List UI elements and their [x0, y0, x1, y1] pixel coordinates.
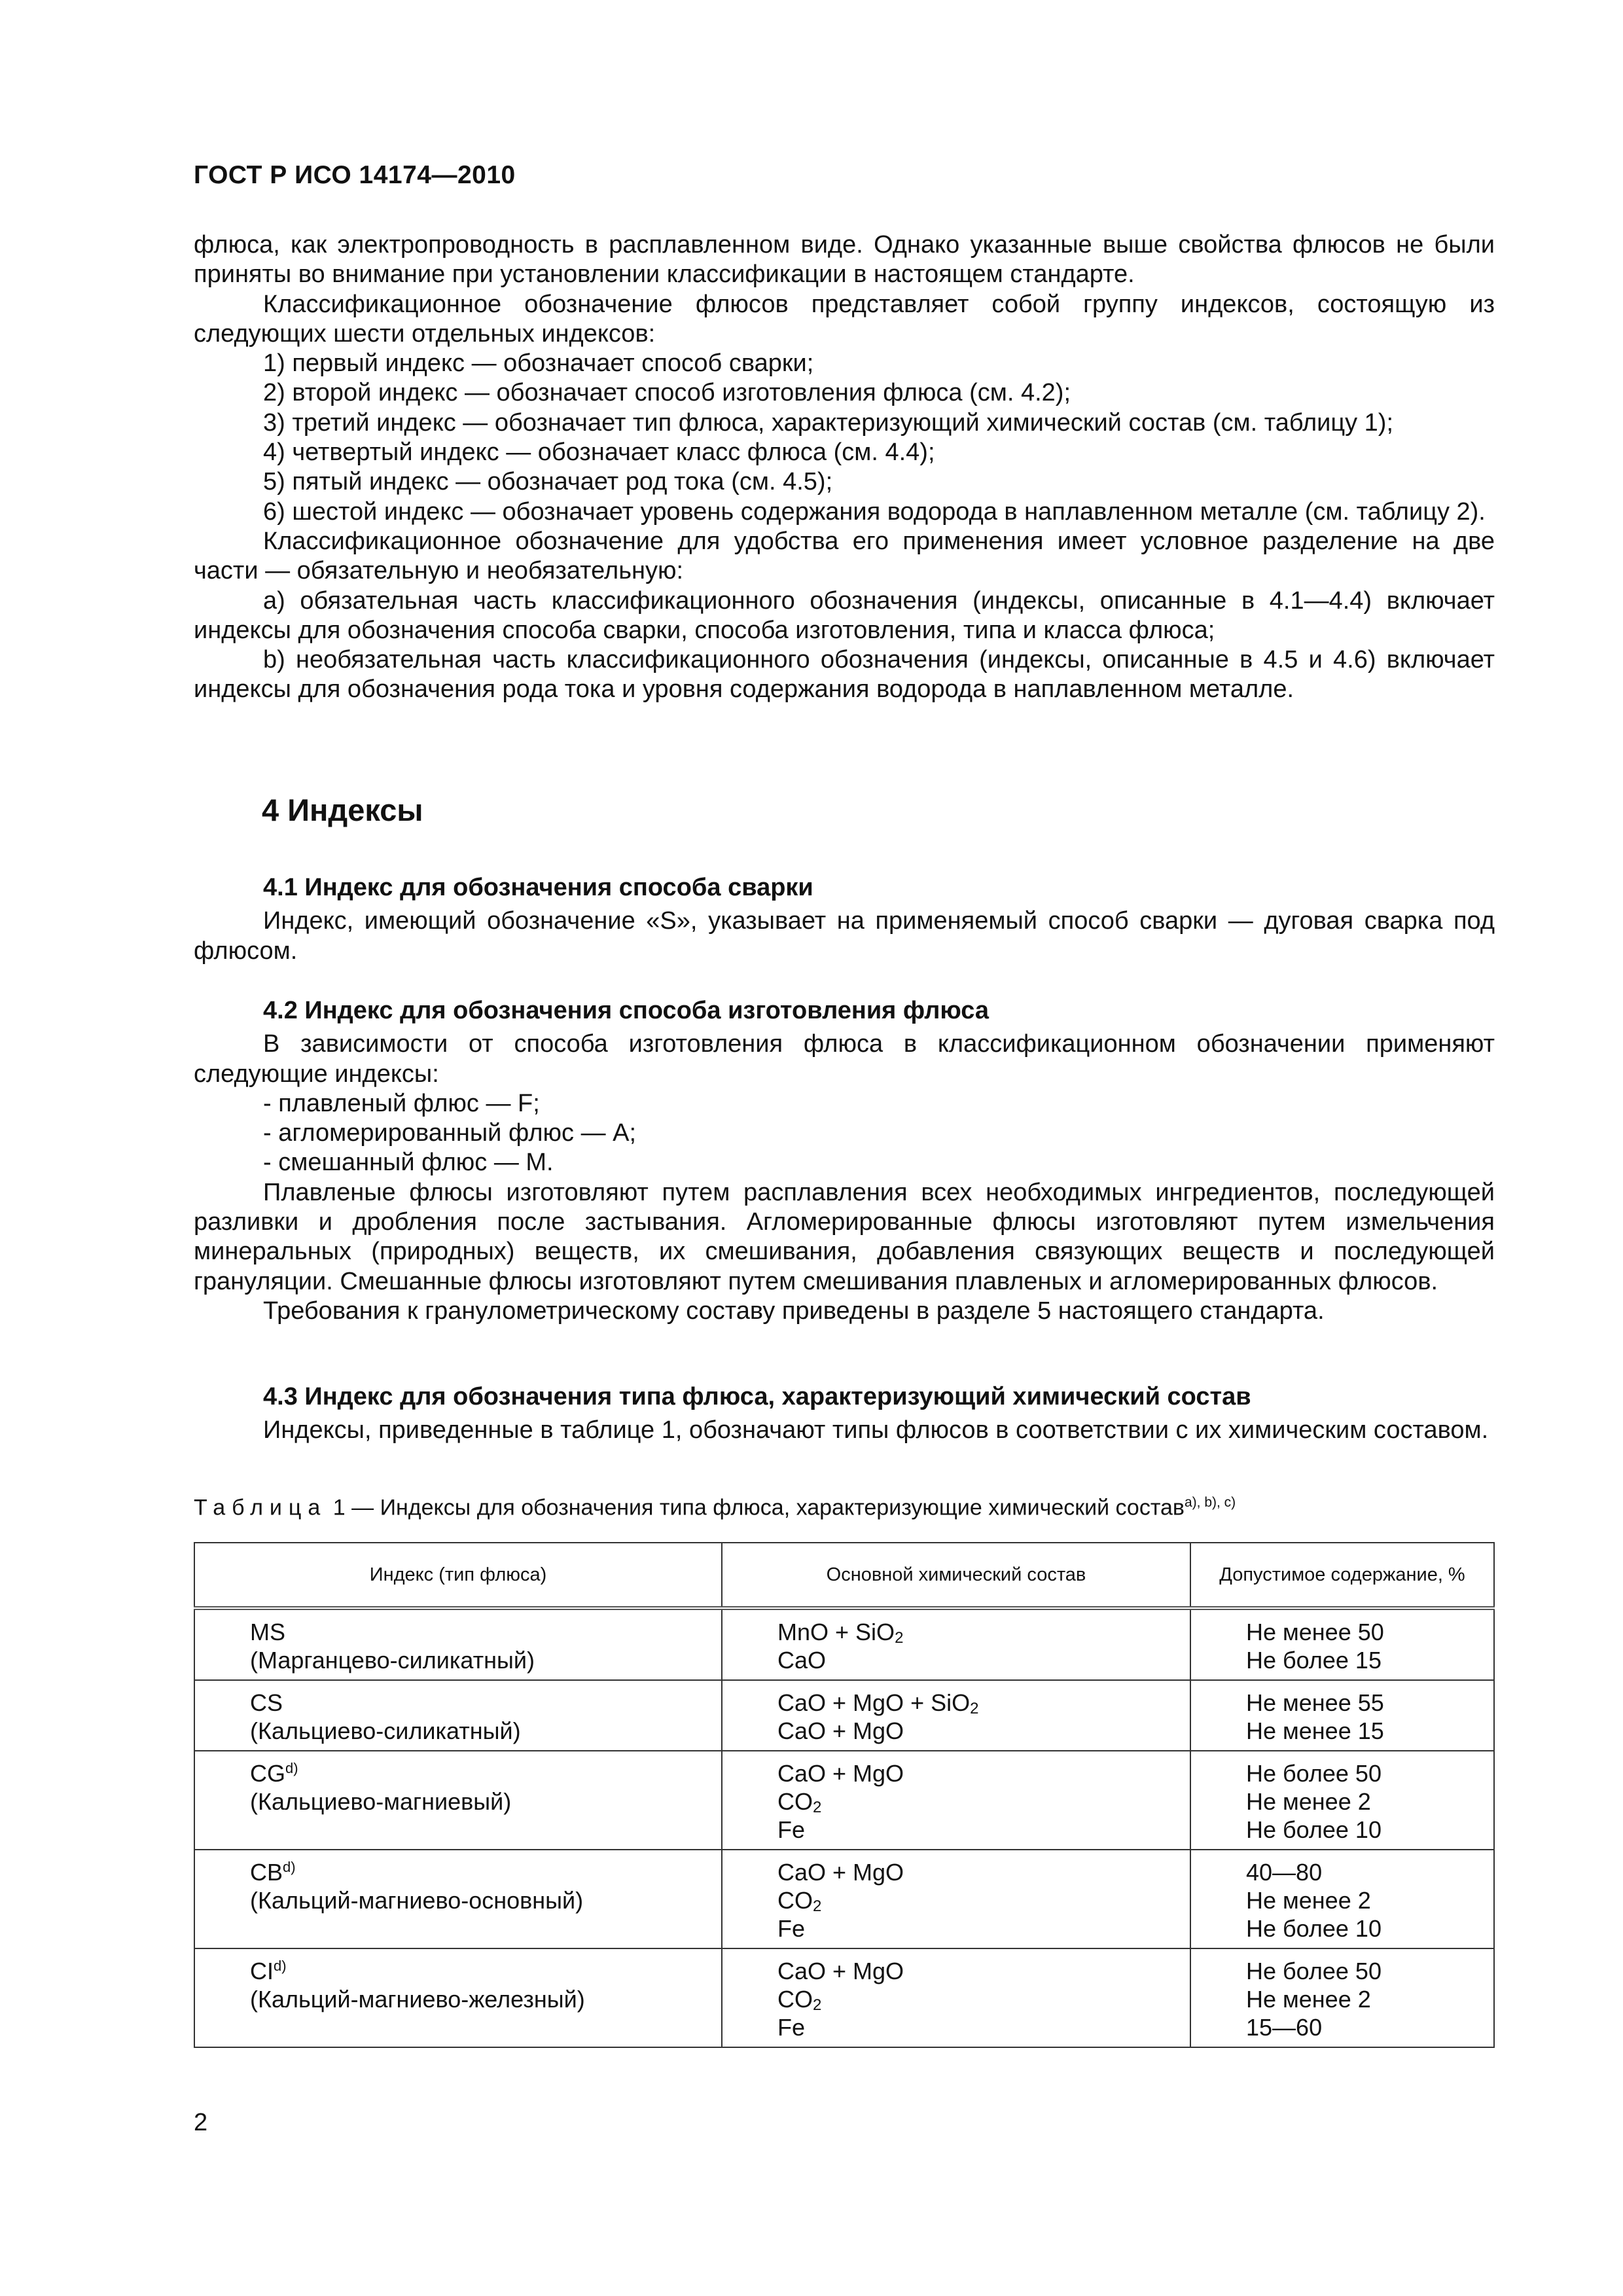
flux-code-text: CI	[250, 1958, 274, 1984]
flux-name: (Кальций-магниево-железный)	[250, 1986, 585, 2013]
table-header-row	[194, 1543, 1494, 1608]
list-item: - плавленый флюс — F;	[263, 1089, 540, 1117]
flux-index-cell	[194, 1680, 722, 1751]
table-row	[194, 1680, 1494, 1751]
composition-text: CO	[777, 1788, 813, 1815]
content-value: Не более 10	[1246, 1816, 1382, 1843]
flux-index-cell	[194, 1751, 722, 1850]
footnote-ref: d)	[285, 1760, 298, 1776]
table-row	[194, 1850, 1494, 1948]
content-value: Не более 10	[1246, 1915, 1382, 1942]
composition-line	[777, 1618, 1190, 1646]
composition-cell	[722, 1608, 1190, 1680]
composition-line	[777, 1985, 1190, 2013]
flux-index-cell	[194, 1850, 722, 1948]
table-row	[194, 1948, 1494, 2047]
content-value: 40—80	[1246, 1859, 1323, 1886]
composition-line	[777, 2013, 1190, 2041]
list-item: 2) второй индекс — обозначает способ изготовления флюса (см. 4.2);	[263, 379, 1071, 407]
column-header: Основной химический состав	[722, 1543, 1190, 1608]
composition-line	[777, 1886, 1190, 1914]
flux-code	[250, 1759, 721, 1787]
list-item: 5) пятый индекс — обозначает род тока (см. 4.5);	[263, 468, 833, 496]
list-item: 4) четвертый индекс — обозначает класс флюса (см. 4.4);	[263, 439, 935, 467]
paragraph: а) обязательная часть классификационного обозначения (индексы, описанные в 4.1—4.4) включает индексы для обозначения способа сварки, способа изготовления, типа и класса флюса;	[194, 586, 1495, 644]
list-item: 3) третий индекс — обозначает тип флюса, характеризующий химический состав (см. таблицу 1);	[263, 408, 1394, 437]
column-header: Допустимое содержание, %	[1190, 1543, 1494, 1608]
section-title: 4 Индексы	[262, 793, 423, 827]
paragraph: Требования к гранулометрическому составу приведены в разделе 5 настоящего стандарта.	[263, 1297, 1325, 1325]
subsection-4-3	[194, 1382, 1495, 1446]
content-value: Не более 15	[1246, 1647, 1382, 1674]
list-item: 6) шестой индекс — обозначает уровень содержания водорода в наплавленном металле (см. таблицу 2).	[263, 497, 1486, 526]
composition-text: CaO + MgO	[777, 1958, 904, 1984]
flux-name: (Кальциево-магниевый)	[250, 1788, 512, 1815]
caption-number: 1	[332, 1495, 346, 1520]
list-item: - агломерированный флюс — А;	[263, 1119, 637, 1147]
flux-code	[250, 1858, 721, 1886]
paragraph: Классификационное обозначение флюсов представляет собой группу индексов, состоящую из следующих шести отдельных индексов:	[194, 290, 1495, 348]
paragraph: b) необязательная часть классификационного обозначения (индексы, описанные в 4.5 и 4.6) включает индексы для обозначения рода тока и уровня содержания водорода в наплавленном металле.	[194, 646, 1495, 704]
paragraph: флюса, как электропроводность в расплавленном виде. Однако указанные выше свойства флюсов не были приняты во внимание при установлении классификации в настоящем стандарте.	[194, 231, 1495, 289]
caption-notes: a), b), c)	[1184, 1495, 1236, 1510]
table-row	[194, 1608, 1494, 1680]
content-value: Не более 50	[1246, 1760, 1382, 1787]
paragraph: Индекс, имеющий обозначение «S», указывает на применяемый способ сварки — дуговая сварка под флюсом.	[194, 907, 1495, 965]
flux-type-table	[194, 1542, 1495, 2048]
flux-code-text: CS	[250, 1689, 283, 1716]
footnote-ref: d)	[283, 1859, 296, 1875]
subscript: 2	[813, 1897, 822, 1915]
flux-name: (Кальциево-силикатный)	[250, 1717, 521, 1744]
composition-cell	[722, 1680, 1190, 1751]
flux-code	[250, 1618, 721, 1646]
content-cell	[1190, 1751, 1494, 1850]
composition-text: Fe	[777, 2014, 806, 2041]
flux-code-text: CG	[250, 1760, 285, 1787]
table-caption	[194, 1495, 1495, 1520]
table-row	[194, 1751, 1494, 1850]
subsection-4-2	[194, 996, 1495, 1326]
composition-line	[777, 1957, 1190, 1985]
content-value: Не менее 15	[1246, 1717, 1384, 1744]
composition-text: CO	[777, 1887, 813, 1914]
subsection-heading: 4.2 Индекс для обозначения способа изготовления флюса	[263, 997, 990, 1024]
flux-code-text: MS	[250, 1619, 285, 1645]
column-header: Индекс (тип флюса)	[194, 1543, 722, 1608]
caption-text: — Индексы для обозначения типа флюса, характеризующие химический состав	[351, 1495, 1185, 1520]
content-cell	[1190, 1948, 1494, 2047]
paragraph: Индексы, приведенные в таблице 1, обозначают типы флюсов в соответствии с их химическим составом.	[263, 1416, 1489, 1444]
content-value: Не более 50	[1246, 1958, 1382, 1984]
content-value: 15—60	[1246, 2014, 1323, 2041]
composition-text: Fe	[777, 1915, 806, 1942]
composition-line	[777, 1787, 1190, 1816]
paragraph: Классификационное обозначение для удобства его применения имеет условное разделение на две части — обязательную и необязательную:	[194, 527, 1495, 585]
subscript: 2	[813, 1996, 822, 2014]
flux-code	[250, 1689, 721, 1717]
content-value: Не менее 2	[1246, 1788, 1371, 1815]
composition-text: CaO + MgO	[777, 1717, 904, 1744]
composition-text: CaO + MgO + SiO	[777, 1689, 971, 1716]
flux-code-text: CB	[250, 1859, 283, 1886]
content-cell	[1190, 1850, 1494, 1948]
composition-text: Fe	[777, 1816, 806, 1843]
composition-cell	[722, 1850, 1190, 1948]
page-number: 2	[194, 2109, 208, 2136]
subscript: 2	[813, 1799, 822, 1816]
subscript: 2	[895, 1629, 904, 1647]
content-cell	[1190, 1608, 1494, 1680]
list-item: 1) первый индекс — обозначает способ сварки;	[263, 350, 814, 378]
composition-line	[777, 1646, 1190, 1674]
composition-text: MnO + SiO	[777, 1619, 895, 1645]
composition-line	[777, 1816, 1190, 1844]
list-item: - смешанный флюс — М.	[263, 1149, 554, 1177]
flux-index-cell	[194, 1608, 722, 1680]
document-header: ГОСТ Р ИСО 14174—2010	[194, 161, 516, 189]
content-value: Не менее 2	[1246, 1887, 1371, 1914]
composition-text: CaO	[777, 1647, 827, 1674]
composition-text: CaO + MgO	[777, 1760, 904, 1787]
flux-name: (Марганцево-силикатный)	[250, 1647, 535, 1674]
subsection-4-1	[194, 873, 1495, 966]
composition-cell	[722, 1751, 1190, 1850]
footnote-ref: d)	[274, 1958, 287, 1974]
flux-code	[250, 1957, 721, 1985]
composition-line	[777, 1858, 1190, 1886]
composition-line	[777, 1689, 1190, 1717]
paragraph: Плавленые флюсы изготовляют путем расплавления всех необходимых ингредиентов, последующей разливки и дробления после застывания. Агломерированные флюсы изготовляют путем измельчения минеральных (природных) веществ, их смешивания, добавления связующих веществ и последующей грануляции. Смешанные флюсы изготовляют путем смешивания плавленых и агломерированных флюсов.	[194, 1178, 1495, 1295]
content-value: Не менее 50	[1246, 1619, 1384, 1645]
content-value: Не менее 55	[1246, 1689, 1384, 1716]
composition-text: CaO + MgO	[777, 1859, 904, 1886]
subscript: 2	[970, 1700, 979, 1717]
content-value: Не менее 2	[1246, 1986, 1371, 2013]
content-cell	[1190, 1680, 1494, 1751]
caption-lead: Таблица	[194, 1495, 327, 1520]
paragraph: В зависимости от способа изготовления флюса в классификационном обозначении применяют следующие индексы:	[194, 1030, 1495, 1088]
composition-line	[777, 1914, 1190, 1943]
composition-line	[777, 1759, 1190, 1787]
composition-line	[777, 1717, 1190, 1745]
intro-section	[194, 230, 1495, 705]
subsection-heading: 4.3 Индекс для обозначения типа флюса, характеризующий химический состав	[263, 1383, 1251, 1410]
composition-cell	[722, 1948, 1190, 2047]
flux-index-cell	[194, 1948, 722, 2047]
subsection-heading: 4.1 Индекс для обозначения способа сварки	[263, 874, 813, 901]
flux-name: (Кальций-магниево-основный)	[250, 1887, 584, 1914]
composition-text: CO	[777, 1986, 813, 2013]
